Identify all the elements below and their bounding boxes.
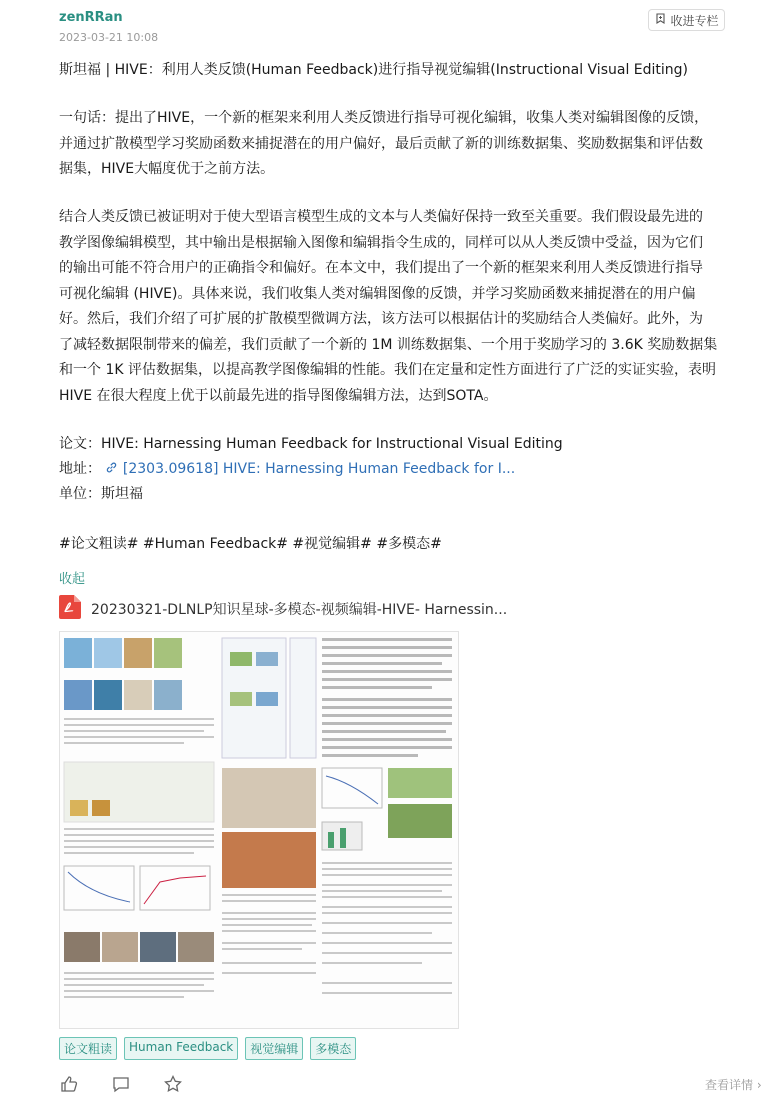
address-line [59, 458, 515, 478]
collapse-link[interactable]: 收起 [59, 572, 86, 587]
abstract-line: 了减轻数据限制带来的偏差，我们贡献了一个新的 1M 训练数据集、一个用于奖励学习的 3.6K 奖励数据集 [59, 336, 718, 353]
unit-label: 单位： [59, 486, 101, 502]
star-icon[interactable] [163, 1074, 183, 1098]
address-label: 地址： [59, 461, 101, 477]
summary-line: 并通过扩散模型学习奖励函数来捕捉潜在的用户偏好，最后贡献了新的训练数据集、奖励数据集和评估数 [59, 135, 703, 152]
tag-item[interactable]: 视觉编辑 [245, 1037, 303, 1060]
abstract-line: 教学图像编辑模型，其中输出是根据输入图像和编辑指令生成的，同样可以从人类反馈中受益，因为它们 [59, 234, 703, 251]
link-icon [105, 461, 122, 477]
tag-item[interactable]: 论文粗读 [59, 1037, 117, 1060]
view-details-label: 查看详情 [705, 1078, 754, 1092]
post-title: 斯坦福 | HIVE：利用人类反馈(Human Feedback)进行指导视觉编辑(Instructional Visual Editing) [59, 62, 689, 78]
tag-item[interactable]: Human Feedback [124, 1037, 238, 1060]
paper-line [59, 433, 563, 453]
post-date: 2023-03-21 10:08 [59, 31, 159, 44]
chevron-right-icon: › [756, 1078, 762, 1092]
comment-icon[interactable] [111, 1074, 131, 1098]
collect-icon [654, 12, 667, 28]
abstract-line: 和一个 1K 评估数据集，以提高教学图像编辑的性能。我们在定量和定性方面进行了广泛的实证实验，表明 [59, 362, 716, 378]
view-details-link[interactable] [705, 1076, 762, 1093]
pdf-preview-image[interactable] [59, 631, 459, 1029]
pdf-filename[interactable]: 20230321-DLNLP知识星球-多模态-视频编辑-HIVE- Harnessin... [91, 602, 508, 618]
summary-line: 一句话：提出了HIVE，一个新的框架来利用人类反馈进行指导可视化编辑，收集人类对编辑图像的反馈， [59, 110, 709, 126]
address-link[interactable]: [2303.09618] HIVE: Harnessing Human Feedback for I... [122, 461, 516, 477]
topic-tags [59, 1037, 356, 1060]
collect-label: 收进专栏 [670, 13, 719, 28]
summary-line: 据集，HIVE大幅度优于之前方法。 [59, 161, 275, 177]
collect-to-column-button[interactable] [648, 9, 725, 31]
summary-paragraph [59, 106, 764, 183]
pdf-icon [59, 595, 81, 623]
post-actions [59, 1074, 183, 1098]
abstract-paragraph [59, 205, 764, 409]
unit-line [59, 483, 143, 503]
abstract-line: HIVE 在很大程度上优于以前最先进的指导图像编辑方法，达到SOTA。 [59, 387, 498, 404]
pdf-attachment[interactable] [59, 597, 507, 621]
abstract-line: 好。然后，我们介绍了可扩展的扩散模型微调方法，该方法可以根据估计的奖励结合人类偏好。此外，为 [59, 311, 703, 327]
abstract-line: 可视化编辑 (HIVE)。具体来说，我们收集人类对编辑图像的反馈，并学习奖励函数来捕捉潜在的用户偏 [59, 285, 696, 302]
author-name[interactable]: zenRRan [59, 10, 123, 25]
unit-value: 斯坦福 [101, 486, 143, 502]
hashtags[interactable]: #论文粗读# #Human Feedback# #视觉编辑# #多模态# [59, 536, 442, 552]
abstract-line: 的输出可能不符合用户的正确指令和偏好。在本文中，我们提出了一个新的框架来利用人类反馈进行指导 [59, 260, 703, 276]
tag-item[interactable]: 多模态 [310, 1037, 356, 1060]
abstract-line: 结合人类反馈已被证明对于使大型语言模型生成的文本与人类偏好保持一致至关重要。我们假设最先进的 [59, 209, 703, 225]
paper-label: 论文： [59, 436, 101, 452]
like-icon[interactable] [59, 1074, 79, 1098]
paper-title: HIVE: Harnessing Human Feedback for Instructional Visual Editing [101, 436, 563, 452]
